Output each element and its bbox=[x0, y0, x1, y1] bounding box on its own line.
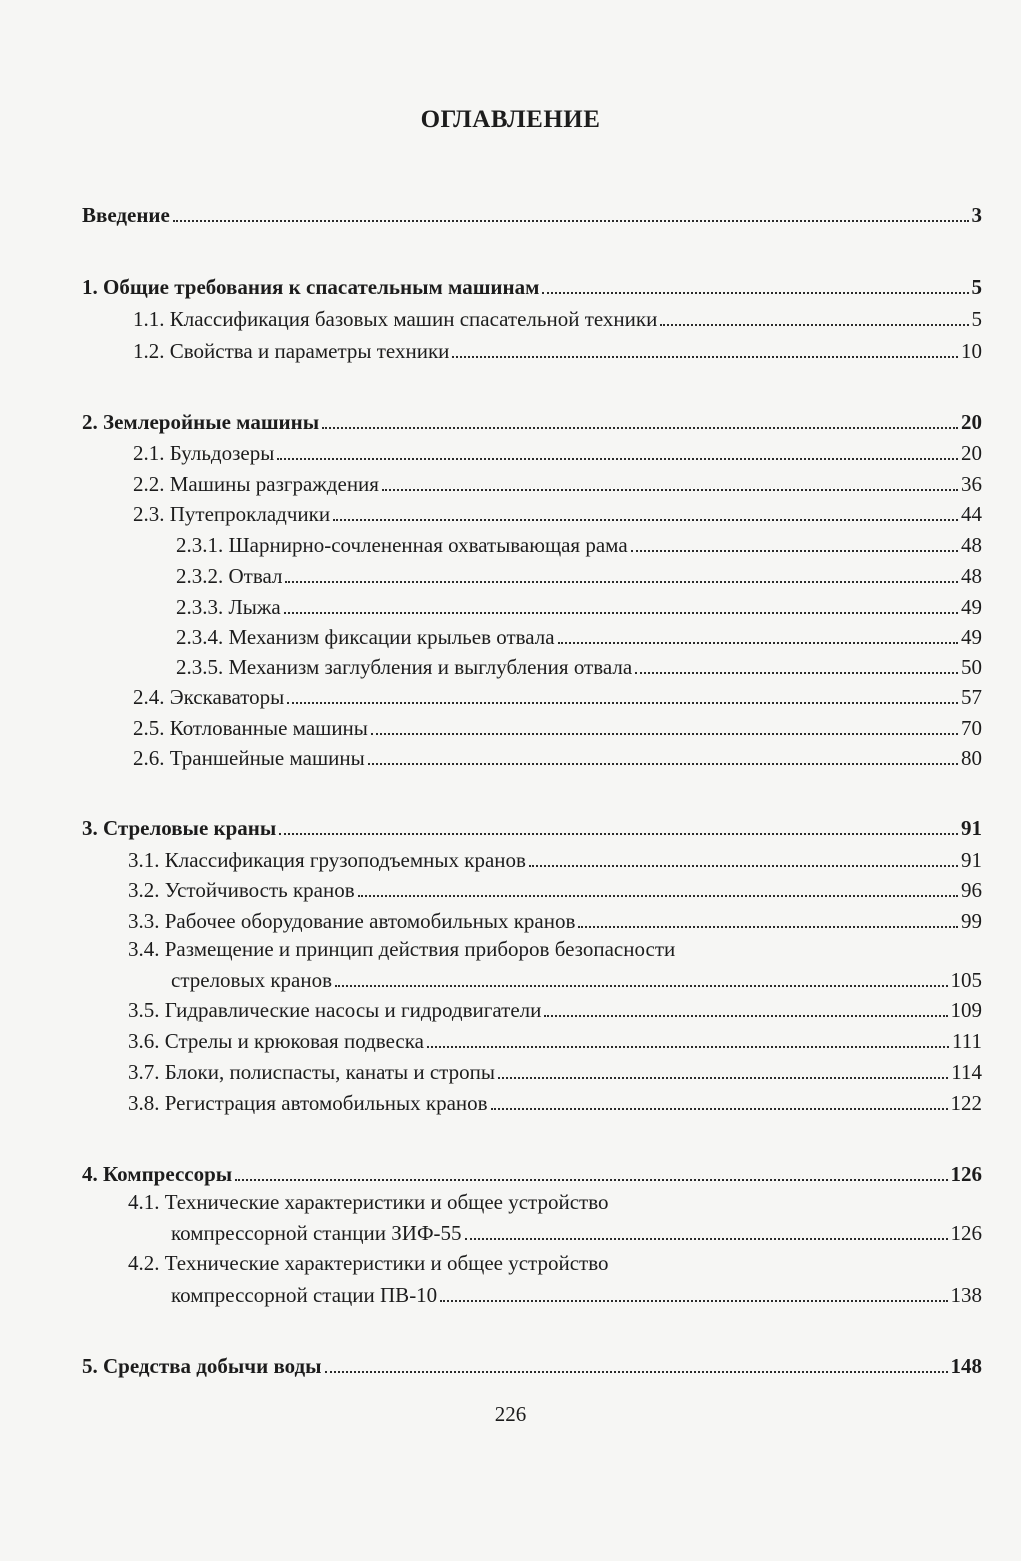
toc-entry-title: компрессорной стации ПВ-10 bbox=[171, 1283, 438, 1307]
leader-dots bbox=[558, 638, 958, 644]
toc-entry-page: 126 bbox=[950, 1221, 982, 1245]
toc-entry-page: 105 bbox=[950, 968, 982, 992]
leader-dots bbox=[440, 1296, 947, 1302]
toc-entry-title: 2.4. Экскаваторы bbox=[133, 685, 285, 709]
toc-section-2-3 bbox=[133, 497, 982, 527]
toc-entry-page: 57 bbox=[961, 685, 982, 709]
toc-section-2-6 bbox=[133, 741, 982, 771]
leader-dots bbox=[279, 829, 958, 835]
leader-dots bbox=[325, 1367, 948, 1373]
toc-section-1-1 bbox=[133, 302, 982, 332]
toc-entry-title: 3.7. Блоки, полиспасты, канаты и стропы bbox=[128, 1060, 495, 1084]
toc-entry-title: 3.5. Гидравлические насосы и гидродвигатели bbox=[128, 998, 542, 1022]
toc-entry-title: 2.6. Траншейные машины bbox=[133, 746, 365, 770]
toc-entry-title: 2. Землеройные машины bbox=[82, 410, 320, 434]
toc-subsection-2-3-3 bbox=[176, 590, 982, 620]
leader-dots bbox=[368, 759, 958, 765]
leader-dots bbox=[285, 577, 958, 583]
leader-dots bbox=[173, 216, 969, 222]
toc-section-3-7 bbox=[128, 1055, 982, 1085]
toc-section-2-4 bbox=[133, 680, 982, 710]
leader-dots bbox=[333, 515, 958, 521]
leader-dots bbox=[631, 546, 958, 552]
toc-section-1-2 bbox=[133, 334, 982, 364]
leader-dots bbox=[382, 485, 958, 491]
toc-entry-title: стреловых кранов bbox=[171, 968, 333, 992]
leader-dots bbox=[465, 1234, 948, 1240]
leader-dots bbox=[529, 861, 958, 867]
toc-section-3-5 bbox=[128, 993, 982, 1023]
toc-entry-title: 3.3. Рабочее оборудование автомобильных кранов bbox=[128, 909, 576, 933]
toc-entry-page: 91 bbox=[961, 848, 982, 872]
toc-section-2-2 bbox=[133, 467, 982, 497]
toc-entry-page: 80 bbox=[961, 746, 982, 770]
toc-entry-title: 3.2. Устойчивость кранов bbox=[128, 878, 355, 902]
leader-dots bbox=[544, 1011, 947, 1017]
toc-entry-page: 5 bbox=[971, 275, 982, 299]
toc-entry-page: 91 bbox=[961, 816, 982, 840]
toc-heading: ОГЛАВЛЕНИЕ bbox=[420, 106, 601, 133]
toc-entry-page: 49 bbox=[961, 625, 982, 649]
toc-section-3-2 bbox=[128, 873, 982, 903]
toc-entry-page: 50 bbox=[961, 655, 982, 679]
toc-section-4-1 bbox=[171, 1216, 982, 1246]
toc-chapter-4 bbox=[82, 1157, 982, 1187]
toc-entry-title: 5. Средства добычи воды bbox=[82, 1354, 322, 1378]
toc-section-3-1 bbox=[128, 843, 982, 873]
toc-entry-page: 70 bbox=[961, 716, 982, 740]
toc-entry-intro bbox=[82, 198, 982, 228]
toc-entry-title: 3.1. Классификация грузоподъемных кранов bbox=[128, 848, 526, 872]
toc-entry-title: 1. Общие требования к спасательным машинам bbox=[82, 275, 540, 299]
toc-entry-title: 3.8. Регистрация автомобильных кранов bbox=[128, 1091, 488, 1115]
leader-dots bbox=[427, 1042, 949, 1048]
toc-entry-title: 2.1. Бульдозеры bbox=[133, 441, 275, 465]
toc-chapter-2 bbox=[82, 405, 982, 435]
toc-section-3-6 bbox=[128, 1024, 982, 1054]
leader-dots bbox=[660, 320, 968, 326]
toc-entry-page: 5 bbox=[971, 307, 982, 331]
toc-section-3-4-line1: 3.4. Размещение и принцип действия приборов безопасности bbox=[128, 937, 676, 961]
toc-entry-page: 148 bbox=[950, 1354, 982, 1378]
toc-entry-page: 122 bbox=[950, 1091, 982, 1115]
toc-entry-title: 2.3.1. Шарнирно-сочлененная охватывающая рама bbox=[176, 533, 628, 557]
toc-chapter-3 bbox=[82, 811, 982, 841]
toc-entry-page: 109 bbox=[950, 998, 982, 1022]
toc-entry-title: 2.3.5. Механизм заглубления и выглубления отвала bbox=[176, 655, 633, 679]
leader-dots bbox=[491, 1104, 948, 1110]
toc-section-2-1 bbox=[133, 436, 982, 466]
toc-subsection-2-3-1 bbox=[176, 528, 982, 558]
toc-entry-page: 20 bbox=[961, 441, 982, 465]
toc-subsection-2-3-2 bbox=[176, 559, 982, 589]
toc-entry-title: 4. Компрессоры bbox=[82, 1162, 233, 1186]
toc-entry-title: 1.2. Свойства и параметры техники bbox=[133, 339, 450, 363]
toc-section-3-4 bbox=[171, 963, 982, 993]
toc-entry-page: 126 bbox=[950, 1162, 982, 1186]
leader-dots bbox=[358, 891, 958, 897]
toc-entry-page: 49 bbox=[961, 595, 982, 619]
toc-entry-title: компрессорной станции ЗИФ-55 bbox=[171, 1221, 462, 1245]
toc-entry-page: 20 bbox=[961, 410, 982, 434]
toc-entry-title: Введение bbox=[82, 203, 170, 227]
toc-entry-title: 2.5. Котлованные машины bbox=[133, 716, 368, 740]
toc-entry-page: 96 bbox=[961, 878, 982, 902]
toc-subsection-2-3-5 bbox=[176, 650, 982, 680]
toc-entry-page: 3 bbox=[971, 203, 982, 227]
toc-entry-page: 10 bbox=[961, 339, 982, 363]
toc-entry-title: 2.3.4. Механизм фиксации крыльев отвала bbox=[176, 625, 555, 649]
toc-chapter-5 bbox=[82, 1349, 982, 1379]
toc-entry-page: 36 bbox=[961, 472, 982, 496]
leader-dots bbox=[498, 1073, 948, 1079]
leader-dots bbox=[371, 729, 958, 735]
page-number: 226 bbox=[494, 1402, 527, 1426]
toc-section-2-5 bbox=[133, 711, 982, 741]
toc-entry-page: 48 bbox=[961, 533, 982, 557]
leader-dots bbox=[635, 668, 958, 674]
toc-entry-page: 138 bbox=[950, 1283, 982, 1307]
toc-entry-page: 44 bbox=[961, 502, 982, 526]
leader-dots bbox=[542, 288, 968, 294]
toc-subsection-2-3-4 bbox=[176, 620, 982, 650]
leader-dots bbox=[578, 922, 958, 928]
toc-section-4-2-line1: 4.2. Технические характеристики и общее устройство bbox=[128, 1251, 609, 1275]
toc-entry-page: 111 bbox=[952, 1029, 982, 1053]
toc-section-4-2 bbox=[171, 1278, 982, 1308]
leader-dots bbox=[287, 698, 958, 704]
toc-entry-title: 2.2. Машины разграждения bbox=[133, 472, 379, 496]
toc-section-3-3 bbox=[128, 904, 982, 934]
toc-section-3-8 bbox=[128, 1086, 982, 1116]
toc-entry-title: 2.3.2. Отвал bbox=[176, 564, 283, 588]
toc-entry-title: 3. Стреловые краны bbox=[82, 816, 277, 840]
toc-entry-title: 2.3.3. Лыжа bbox=[176, 595, 281, 619]
toc-chapter-1 bbox=[82, 270, 982, 300]
leader-dots bbox=[284, 608, 958, 614]
leader-dots bbox=[322, 423, 958, 429]
leader-dots bbox=[235, 1175, 947, 1181]
leader-dots bbox=[335, 981, 947, 987]
leader-dots bbox=[277, 454, 958, 460]
toc-entry-title: 2.3. Путепрокладчики bbox=[133, 502, 331, 526]
toc-entry-page: 99 bbox=[961, 909, 982, 933]
toc-entry-page: 48 bbox=[961, 564, 982, 588]
leader-dots bbox=[452, 352, 958, 358]
toc-entry-page: 114 bbox=[951, 1060, 982, 1084]
toc-entry-title: 1.1. Классификация базовых машин спасательной техники bbox=[133, 307, 658, 331]
toc-entry-title: 3.6. Стрелы и крюковая подвеска bbox=[128, 1029, 424, 1053]
toc-section-4-1-line1: 4.1. Технические характеристики и общее устройство bbox=[128, 1190, 609, 1214]
